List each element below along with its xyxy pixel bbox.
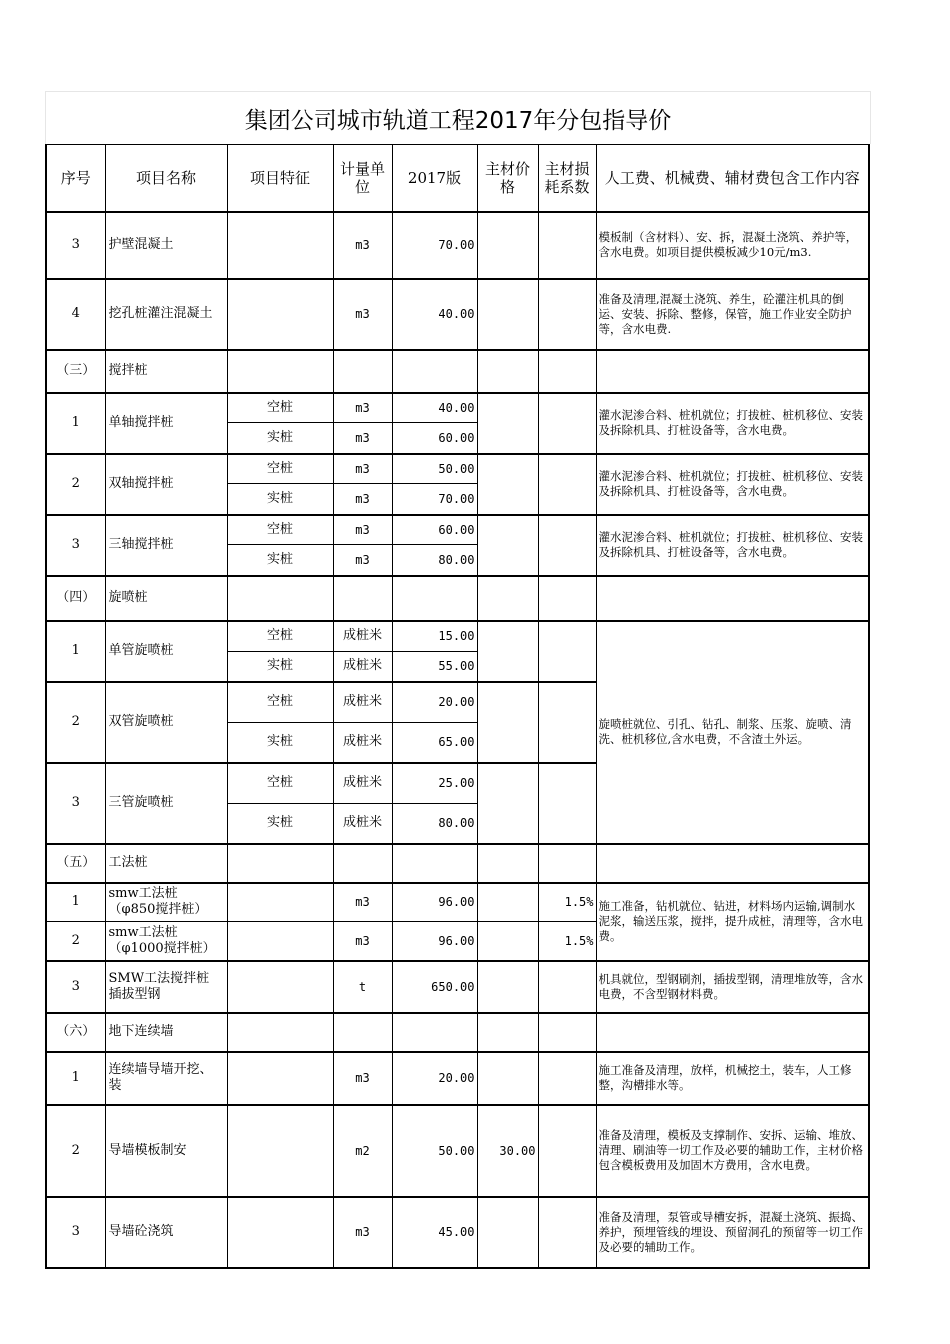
table-cell: 双管旋喷桩	[105, 682, 227, 763]
empty-cell	[477, 922, 538, 961]
empty-cell	[538, 1105, 596, 1197]
table-cell: 1	[46, 883, 105, 922]
table-cell: 空桩	[227, 682, 333, 723]
table-cell: m3	[333, 515, 392, 545]
table-cell: 准备及清理，模板及支撑制作、安拆、运输、堆放、清理、刷油等一切工作及必要的辅助工作，主材价格包含模板费用及加固木方费用，含水电费。	[596, 1105, 869, 1197]
empty-cell	[392, 576, 477, 621]
empty-cell	[333, 844, 392, 883]
empty-cell	[477, 1013, 538, 1052]
table-cell: 3	[46, 1197, 105, 1268]
table-row	[46, 621, 869, 652]
empty-cell	[333, 350, 392, 393]
table-cell: 空桩	[227, 621, 333, 652]
table-cell: 1	[46, 621, 105, 682]
table-cell: 导墙砼浇筑	[105, 1197, 227, 1268]
header-main-price: 主材价格	[477, 145, 538, 212]
table-cell: 施工准备，钻机就位、钻进，材料场内运输,调制水泥浆，输送压浆，搅拌，提升成桩，清理等，含水电费。	[596, 883, 869, 961]
empty-cell	[477, 682, 538, 763]
empty-cell	[538, 844, 596, 883]
table-cell: 25.00	[392, 763, 477, 804]
table-cell: 空桩	[227, 515, 333, 545]
empty-cell	[477, 393, 538, 454]
empty-cell	[477, 961, 538, 1013]
table-cell: 施工准备及清理，放样，机械挖土，装车，人工修整，沟槽排水等。	[596, 1052, 869, 1105]
empty-cell	[477, 763, 538, 844]
empty-cell	[477, 576, 538, 621]
table-cell: 20.00	[392, 1052, 477, 1105]
table-cell: （五）	[46, 844, 105, 883]
table-cell: 80.00	[392, 545, 477, 576]
table-cell: 实桩	[227, 723, 333, 763]
table-cell: 成桩米	[333, 804, 392, 844]
table-cell: m3	[333, 423, 392, 454]
empty-cell	[596, 844, 869, 883]
empty-cell	[227, 922, 333, 961]
table-cell: smw工法桩（φ1000搅拌桩）	[105, 922, 227, 961]
table-cell: m3	[333, 393, 392, 423]
table-cell: 4	[46, 279, 105, 350]
table-cell: m3	[333, 922, 392, 961]
table-cell: 70.00	[392, 484, 477, 515]
empty-cell	[538, 576, 596, 621]
table-cell: 50.00	[392, 454, 477, 484]
table-cell: 60.00	[392, 515, 477, 545]
table-cell: 2	[46, 682, 105, 763]
table-cell: m3	[333, 454, 392, 484]
table-cell: 实桩	[227, 545, 333, 576]
table-cell: 实桩	[227, 423, 333, 454]
table-cell: 成桩米	[333, 621, 392, 652]
section-row	[46, 1013, 869, 1052]
table-cell: m3	[333, 545, 392, 576]
table-cell: 3	[46, 961, 105, 1013]
table-row	[46, 454, 869, 484]
empty-cell	[477, 1052, 538, 1105]
table-row	[46, 1105, 869, 1197]
table-cell: 成桩米	[333, 723, 392, 763]
empty-cell	[538, 393, 596, 454]
empty-cell	[227, 350, 333, 393]
table-cell: 2	[46, 922, 105, 961]
empty-cell	[538, 1052, 596, 1105]
table-row	[46, 1197, 869, 1268]
table-cell: smw工法桩（φ850搅拌桩）	[105, 883, 227, 922]
empty-cell	[477, 212, 538, 279]
table-cell: 灌水泥渗合料、桩机就位；打拔桩、桩机移位、安装及拆除机具、打桩设备等，含水电费。	[596, 393, 869, 454]
empty-cell	[538, 515, 596, 576]
empty-cell	[392, 1013, 477, 1052]
table-cell: 65.00	[392, 723, 477, 763]
table-cell: 40.00	[392, 279, 477, 350]
table-cell: 三轴搅拌桩	[105, 515, 227, 576]
header-content: 人工费、机械费、辅材费包含工作内容	[596, 145, 869, 212]
table-cell: 3	[46, 212, 105, 279]
table-cell: 连续墙导墙开挖、装	[105, 1052, 227, 1105]
table-cell: 1	[46, 393, 105, 454]
table-cell: m3	[333, 883, 392, 922]
table-cell: 650.00	[392, 961, 477, 1013]
header-loss: 主材损耗系数	[538, 145, 596, 212]
empty-cell	[538, 621, 596, 682]
table-cell: 护壁混凝土	[105, 212, 227, 279]
table-cell: m3	[333, 279, 392, 350]
table-cell: 1.5%	[538, 883, 596, 922]
table-row	[46, 515, 869, 545]
empty-cell	[333, 576, 392, 621]
empty-cell	[227, 576, 333, 621]
empty-cell	[477, 1197, 538, 1268]
table-row	[46, 1052, 869, 1105]
empty-cell	[477, 350, 538, 393]
header-unit: 计量单位	[333, 145, 392, 212]
empty-cell	[477, 883, 538, 922]
table-cell: 搅拌桩	[105, 350, 227, 393]
table-cell: m3	[333, 1197, 392, 1268]
table-cell: 55.00	[392, 652, 477, 682]
table-cell: 双轴搅拌桩	[105, 454, 227, 515]
table-cell: 单管旋喷桩	[105, 621, 227, 682]
empty-cell	[477, 454, 538, 515]
table-cell: （六）	[46, 1013, 105, 1052]
table-cell: m3	[333, 212, 392, 279]
table-cell: 50.00	[392, 1105, 477, 1197]
table-cell: 工法桩	[105, 844, 227, 883]
empty-cell	[596, 1013, 869, 1052]
table-cell: （四）	[46, 576, 105, 621]
page-title: 集团公司城市轨道工程2017年分包指导价	[45, 91, 871, 144]
table-cell: （三）	[46, 350, 105, 393]
table-cell: 70.00	[392, 212, 477, 279]
table-cell: 旋喷桩就位、引孔、钻孔、制浆、压浆、旋喷、清洗、桩机移位,含水电费，不含渣土外运。	[596, 621, 869, 844]
empty-cell	[333, 1013, 392, 1052]
table-cell: 实桩	[227, 484, 333, 515]
empty-cell	[227, 1197, 333, 1268]
table-cell: 准备及清理,混凝土浇筑、养生，砼灌注机具的倒运、安装、拆除、整修，保管，施工作业安全防护等，含水电费.	[596, 279, 869, 350]
empty-cell	[477, 621, 538, 682]
table-cell: 空桩	[227, 763, 333, 804]
table-cell: m3	[333, 484, 392, 515]
empty-cell	[227, 961, 333, 1013]
empty-cell	[538, 454, 596, 515]
table-cell: 模板制（含材料）、安、拆，混凝土浇筑、养护等，含水电费。如项目提供模板减少10元/m3.	[596, 212, 869, 279]
table-row	[46, 212, 869, 279]
table-cell: 准备及清理，泵管或导槽安拆，混凝土浇筑、振捣、养护，预埋管线的埋设、预留洞孔的预留等一切工作及必要的辅助工作。	[596, 1197, 869, 1268]
table-cell: 3	[46, 515, 105, 576]
empty-cell	[477, 279, 538, 350]
empty-cell	[227, 844, 333, 883]
table-cell: 空桩	[227, 393, 333, 423]
table-cell: 96.00	[392, 922, 477, 961]
table-cell: SMW工法搅拌桩 插拔型钢	[105, 961, 227, 1013]
table-cell: 1	[46, 1052, 105, 1105]
empty-cell	[227, 1105, 333, 1197]
table-cell: 空桩	[227, 454, 333, 484]
table-row	[46, 393, 869, 423]
table-row	[46, 279, 869, 350]
empty-cell	[538, 212, 596, 279]
table-cell: 2	[46, 1105, 105, 1197]
table-cell: 旋喷桩	[105, 576, 227, 621]
table-cell: 机具就位，型钢刷剂，插拔型钢，清理堆放等，含水电费，不含型钢材料费。	[596, 961, 869, 1013]
table-cell: 灌水泥渗合料、桩机就位；打拔桩、桩机移位、安装及拆除机具、打桩设备等，含水电费。	[596, 515, 869, 576]
table-cell: 60.00	[392, 423, 477, 454]
empty-cell	[538, 279, 596, 350]
empty-cell	[538, 763, 596, 844]
table-cell: 单轴搅拌桩	[105, 393, 227, 454]
table-cell: m2	[333, 1105, 392, 1197]
header-feature: 项目特征	[227, 145, 333, 212]
price-table	[45, 144, 870, 1269]
empty-cell	[596, 576, 869, 621]
empty-cell	[227, 212, 333, 279]
table-cell: 实桩	[227, 804, 333, 844]
table-cell: 成桩米	[333, 652, 392, 682]
header-name: 项目名称	[105, 145, 227, 212]
table-cell: 导墙模板制安	[105, 1105, 227, 1197]
empty-cell	[227, 883, 333, 922]
table-cell: t	[333, 961, 392, 1013]
empty-cell	[392, 844, 477, 883]
table-row	[46, 883, 869, 922]
table-row	[46, 961, 869, 1013]
empty-cell	[538, 682, 596, 763]
empty-cell	[227, 1013, 333, 1052]
table-cell: 三管旋喷桩	[105, 763, 227, 844]
table-cell: 30.00	[477, 1105, 538, 1197]
header-price-2017: 2017版	[392, 145, 477, 212]
empty-cell	[392, 350, 477, 393]
table-cell: 2	[46, 454, 105, 515]
empty-cell	[477, 844, 538, 883]
table-cell: 成桩米	[333, 763, 392, 804]
empty-cell	[477, 515, 538, 576]
table-cell: 40.00	[392, 393, 477, 423]
table-cell: 地下连续墙	[105, 1013, 227, 1052]
table-cell: 灌水泥渗合料、桩机就位；打拔桩、桩机移位、安装及拆除机具、打桩设备等，含水电费。	[596, 454, 869, 515]
empty-cell	[538, 1197, 596, 1268]
section-row	[46, 576, 869, 621]
table-cell: 3	[46, 763, 105, 844]
table-cell: 20.00	[392, 682, 477, 723]
table-cell: 实桩	[227, 652, 333, 682]
section-row	[46, 350, 869, 393]
empty-cell	[538, 350, 596, 393]
header-seq: 序号	[46, 145, 105, 212]
empty-cell	[596, 350, 869, 393]
table-cell: 45.00	[392, 1197, 477, 1268]
empty-cell	[538, 961, 596, 1013]
section-row	[46, 844, 869, 883]
table-cell: 挖孔桩灌注混凝土	[105, 279, 227, 350]
table-cell: 1.5%	[538, 922, 596, 961]
table-cell: 15.00	[392, 621, 477, 652]
empty-cell	[227, 1052, 333, 1105]
empty-cell	[538, 1013, 596, 1052]
table-cell: 成桩米	[333, 682, 392, 723]
empty-cell	[227, 279, 333, 350]
table-cell: 96.00	[392, 883, 477, 922]
table-cell: 80.00	[392, 804, 477, 844]
table-cell: m3	[333, 1052, 392, 1105]
